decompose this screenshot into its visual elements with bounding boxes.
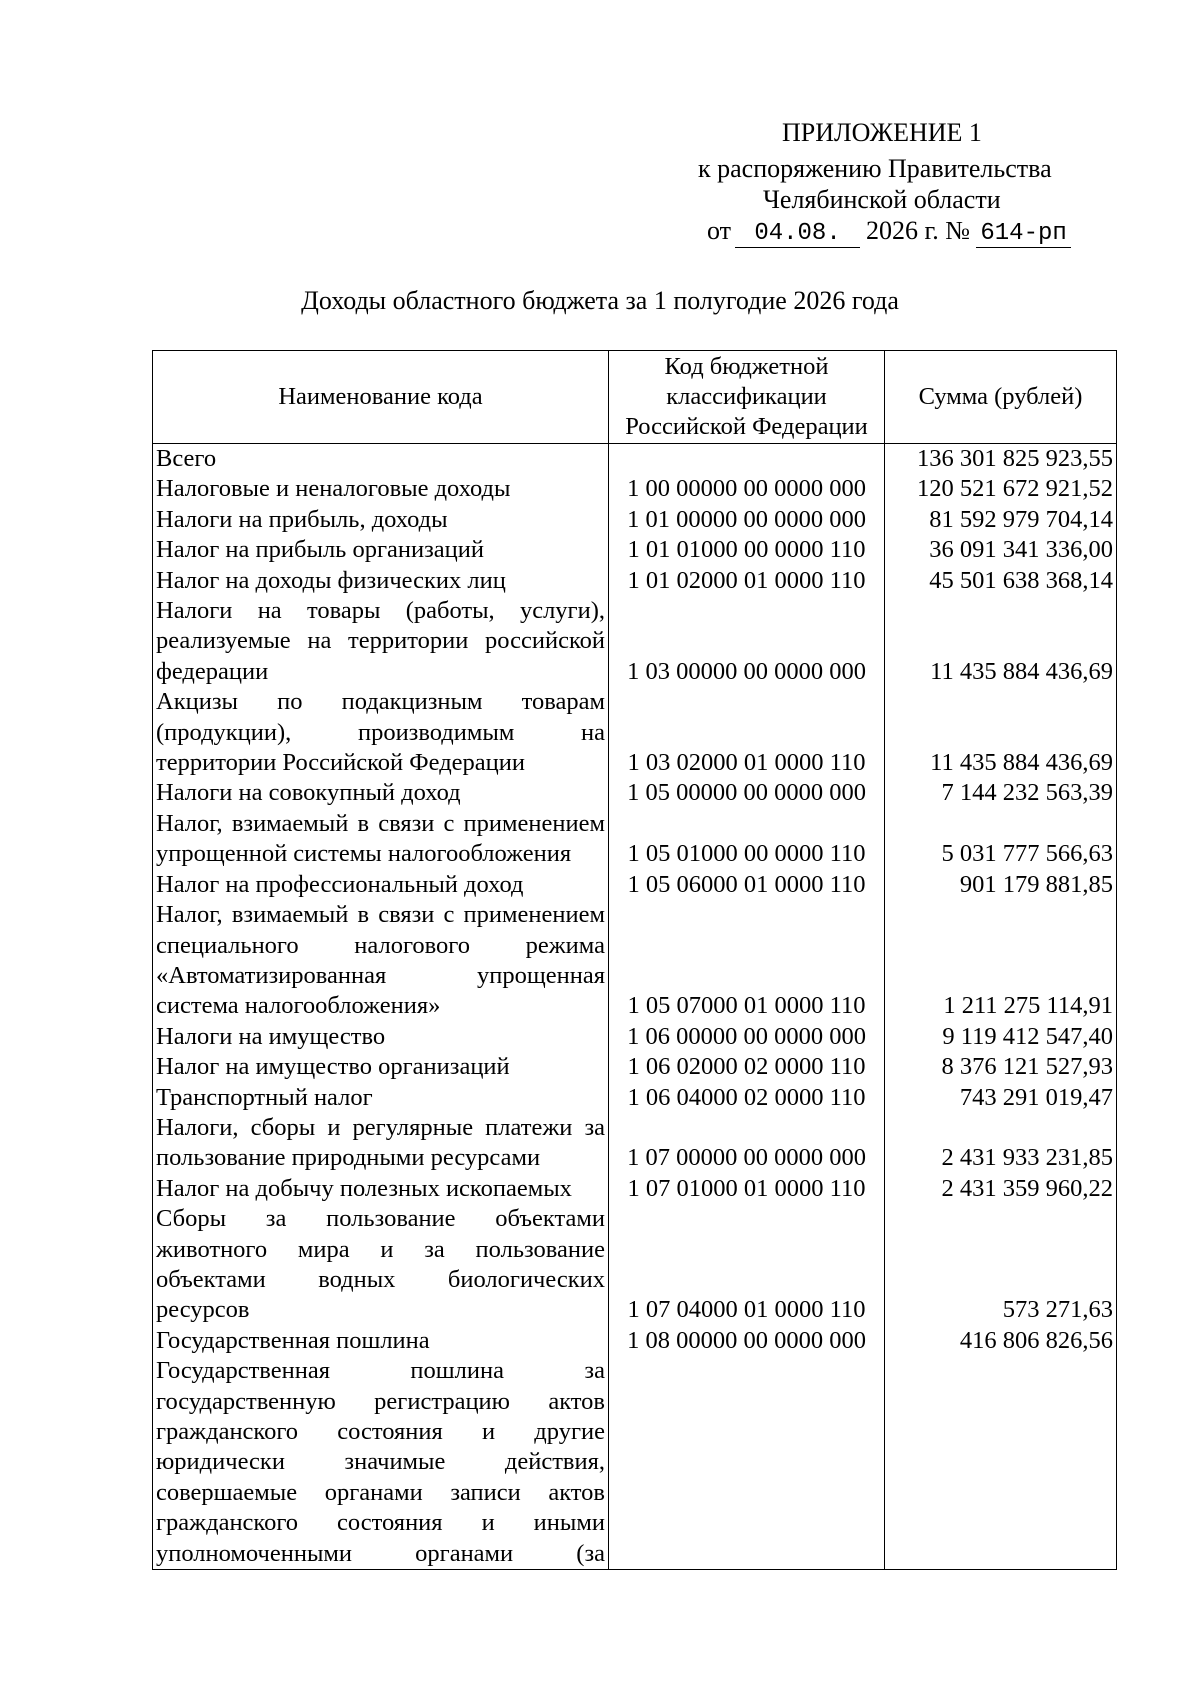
table-row [153, 596, 1117, 687]
row-amount: 11 435 884 436,69 [885, 596, 1117, 687]
row-code: 1 00 00000 00 0000 000 [609, 474, 885, 504]
row-name: Налоги на товары (работы, услуги), реализуемые на территории российской федерации [153, 596, 609, 687]
table-row [153, 535, 1117, 565]
row-amount: 2 431 359 960,22 [885, 1174, 1117, 1204]
row-amount: 1 211 275 114,91 [885, 900, 1117, 1022]
table-row [153, 566, 1117, 596]
row-amount: 81 592 979 704,14 [885, 505, 1117, 535]
table-row [153, 870, 1117, 900]
row-name: Налог на прибыль организаций [153, 535, 609, 565]
table-row [153, 505, 1117, 535]
table-header-row [153, 351, 1117, 444]
table-row [153, 1174, 1117, 1204]
row-amount: 120 521 672 921,52 [885, 474, 1117, 504]
row-name: Транспортный налог [153, 1083, 609, 1113]
region-name: Челябинской области [763, 185, 1001, 214]
row-name: Налоги на имущество [153, 1022, 609, 1052]
row-name: Налог, взимаемый в связи с применением упрощенной системы налогообложения [153, 809, 609, 870]
row-name: Налог на доходы физических лиц [153, 566, 609, 596]
row-amount: 416 806 826,56 [885, 1326, 1117, 1356]
row-code: 1 01 02000 01 0000 110 [609, 566, 885, 596]
row-code: 1 05 07000 01 0000 110 [609, 900, 885, 1022]
row-code: 1 06 00000 00 0000 000 [609, 1022, 885, 1052]
row-amount: 9 119 412 547,40 [885, 1022, 1117, 1052]
row-amount: 11 435 884 436,69 [885, 687, 1117, 778]
row-amount: 136 301 825 923,55 [885, 444, 1117, 475]
table-body [153, 444, 1117, 1570]
row-name: Сборы за пользование объектами животного мира и за пользование объектами водных биологических ресурсов [153, 1204, 609, 1326]
row-amount: 2 431 933 231,85 [885, 1113, 1117, 1174]
row-amount: 5 031 777 566,63 [885, 809, 1117, 870]
order-date: 04.08. [735, 221, 860, 248]
table-row [153, 900, 1117, 1022]
row-name: Государственная пошлина за государственную регистрацию актов гражданского состояния и другие юридически значимые действия, совершаемые органами записи актов гражданского состояния и иными уполномоченными органами (за [153, 1356, 609, 1569]
table-row [153, 1356, 1117, 1569]
row-code: 1 06 02000 02 0000 110 [609, 1052, 885, 1082]
row-code: 1 05 06000 01 0000 110 [609, 870, 885, 900]
row-amount: 45 501 638 368,14 [885, 566, 1117, 596]
row-amount: 7 144 232 563,39 [885, 778, 1117, 808]
order-date-line [707, 216, 1071, 248]
row-code: 1 07 01000 01 0000 110 [609, 1174, 885, 1204]
order-number: 614-рп [976, 221, 1071, 248]
table-row [153, 1052, 1117, 1082]
row-code: 1 03 02000 01 0000 110 [609, 687, 885, 778]
table-row [153, 687, 1117, 778]
table-row [153, 809, 1117, 870]
row-amount [885, 1356, 1117, 1569]
header-code: Код бюджетной классификации Российской Федерации [609, 351, 885, 444]
table-row [153, 474, 1117, 504]
row-code: 1 08 00000 00 0000 000 [609, 1326, 885, 1356]
row-name: Налоги на совокупный доход [153, 778, 609, 808]
row-code: 1 05 01000 00 0000 110 [609, 809, 885, 870]
row-code: 1 05 00000 00 0000 000 [609, 778, 885, 808]
row-code: 1 01 01000 00 0000 110 [609, 535, 885, 565]
row-code: 1 03 00000 00 0000 000 [609, 596, 885, 687]
date-prefix: от [707, 216, 732, 245]
row-amount: 573 271,63 [885, 1204, 1117, 1326]
revenue-table [152, 350, 1117, 1570]
table-row [153, 1326, 1117, 1356]
year-suffix: 2026 г. № [866, 216, 971, 245]
row-name: Государственная пошлина [153, 1326, 609, 1356]
row-name: Налоги на прибыль, доходы [153, 505, 609, 535]
row-code [609, 1356, 885, 1569]
row-code: 1 07 00000 00 0000 000 [609, 1113, 885, 1174]
row-name: Налог на добычу полезных ископаемых [153, 1174, 609, 1204]
order-reference: к распоряжению Правительства [698, 154, 1052, 183]
table-row [153, 1113, 1117, 1174]
header-amount: Сумма (рублей) [885, 351, 1117, 444]
row-amount: 901 179 881,85 [885, 870, 1117, 900]
row-name: Налог, взимаемый в связи с применением специального налогового режима «Автоматизированная упрощенная система налогообложения» [153, 900, 609, 1022]
row-amount: 36 091 341 336,00 [885, 535, 1117, 565]
table-row [153, 1083, 1117, 1113]
row-name: Налог на имущество организаций [153, 1052, 609, 1082]
table-row [153, 1022, 1117, 1052]
row-code: 1 01 00000 00 0000 000 [609, 505, 885, 535]
row-name: Налоги, сборы и регулярные платежи за пользование природными ресурсами [153, 1113, 609, 1174]
header-name: Наименование кода [153, 351, 609, 444]
appendix-label: ПРИЛОЖЕНИЕ 1 [782, 118, 982, 147]
row-amount: 743 291 019,47 [885, 1083, 1117, 1113]
table-row [153, 778, 1117, 808]
row-name: Налоговые и неналоговые доходы [153, 474, 609, 504]
row-code [609, 444, 885, 475]
row-amount: 8 376 121 527,93 [885, 1052, 1117, 1082]
row-name: Налог на профессиональный доход [153, 870, 609, 900]
table-row [153, 444, 1117, 475]
document-title: Доходы областного бюджета за 1 полугодие 2026 года [301, 286, 899, 315]
table-row [153, 1204, 1117, 1326]
row-code: 1 06 04000 02 0000 110 [609, 1083, 885, 1113]
row-code: 1 07 04000 01 0000 110 [609, 1204, 885, 1326]
row-name: Всего [153, 444, 609, 475]
row-name: Акцизы по подакцизным товарам (продукции), производимым на территории Российской Федерации [153, 687, 609, 778]
